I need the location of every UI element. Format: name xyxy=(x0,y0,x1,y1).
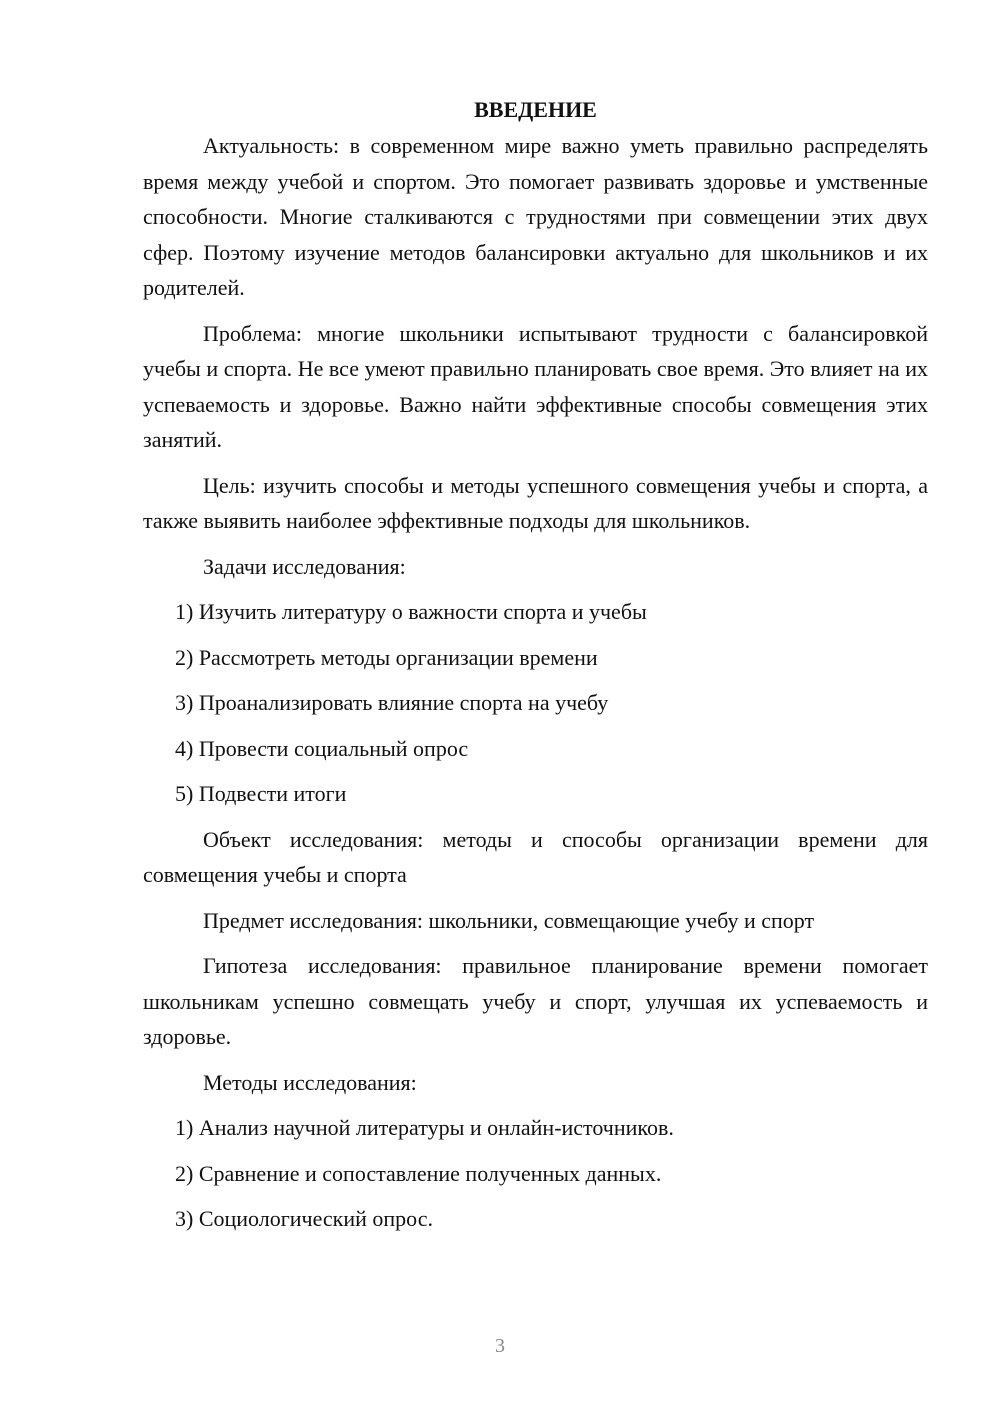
method-item-1: 1) Анализ научной литературы и онлайн-источников. xyxy=(175,1115,674,1140)
task-item-4: 4) Провести социальный опрос xyxy=(175,735,469,761)
object-paragraph: Объект исследования: методы и способы организации времени для совмещения учебы и спорта xyxy=(143,826,928,887)
task-item-5: 5) Подвести итоги xyxy=(175,781,347,806)
relevance-paragraph: Актуальность: в современном мире важно уметь правильно распределять время между учебой и спортом. Это помогает развивать здоровье и умственные способности. Многие сталкиваются с трудностями при совмещении этих двух сфер. Поэтому изучение методов балансировки актуально для школьников и их родителей. xyxy=(143,133,928,300)
page-number: 3 xyxy=(495,1335,505,1357)
task-item-2: 2) Рассмотреть методы организации времени xyxy=(175,644,598,670)
goal-paragraph: Цель: изучить способы и методы успешного совмещения учебы и спорта, а также выявить наиболее эффективные подходы для школьников. xyxy=(143,472,928,533)
document-page xyxy=(143,92,928,1247)
subject-paragraph: Предмет исследования: школьники, совмещающие учебу и спорт xyxy=(203,907,815,933)
tasks-heading: Задачи исследования: xyxy=(203,553,406,579)
method-item-3: 3) Социологический опрос. xyxy=(175,1206,433,1231)
methods-heading: Методы исследования: xyxy=(203,1069,417,1095)
method-item-2: 2) Сравнение и сопоставление полученных данных. xyxy=(175,1160,662,1186)
task-item-1: 1) Изучить литературу о важности спорта и учебы xyxy=(175,599,647,624)
problem-paragraph: Проблема: многие школьники испытывают трудности с балансировкой учебы и спорта. Не все умеют правильно планировать свое время. Это влияет на их успеваемость и здоровье. Важно найти эффективные способы совмещения этих занятий. xyxy=(143,320,928,452)
section-title: ВВЕДЕНИЕ xyxy=(474,97,597,122)
task-item-3: 3) Проанализировать влияние спорта на учебу xyxy=(175,690,609,715)
hypothesis-paragraph: Гипотеза исследования: правильное планирование времени помогает школьникам успешно совмещать учебу и спорт, улучшая их успеваемость и здоровье. xyxy=(143,953,928,1049)
